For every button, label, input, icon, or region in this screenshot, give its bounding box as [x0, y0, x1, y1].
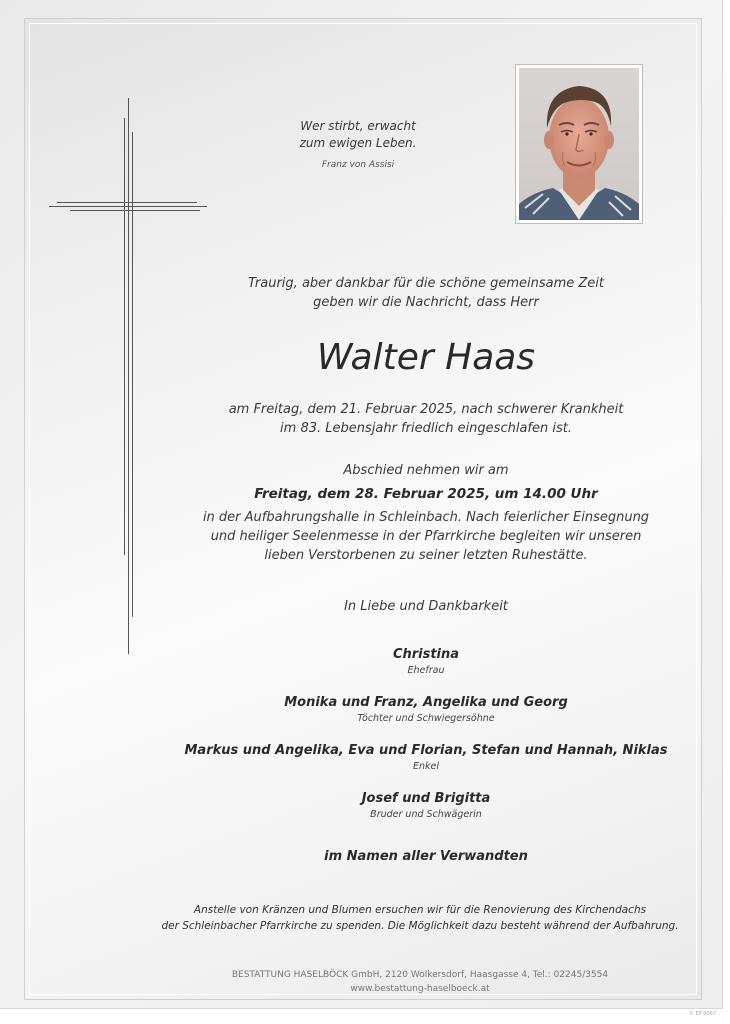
quote-line-2: zum ewigen Leben.	[299, 136, 417, 150]
note-line-1: Anstelle von Kränzen und Blumen ersuchen wir für die Renovierung des Kirchendachs	[193, 904, 647, 916]
donation-note	[150, 902, 690, 934]
mourner-names: Josef und Brigitta	[361, 791, 491, 806]
quote	[258, 118, 458, 152]
intro-line-2: geben wir die Nachricht, dass Herr	[313, 295, 539, 310]
mourner-names: Markus und Angelika, Eva und Florian, Stefan und Hannah, Niklas	[184, 743, 668, 758]
mourner-relation: Bruder und Schwägerin	[370, 809, 482, 820]
death-line-1: am Freitag, dem 21. Februar 2025, nach schwerer Krankheit	[228, 402, 624, 417]
portrait-image	[519, 68, 639, 220]
print-code: © EP 9067	[688, 1011, 716, 1017]
mourner-entry	[176, 646, 676, 677]
death-line-2: im 83. Lebensjahr friedlich eingeschlafen ist.	[280, 421, 572, 436]
portrait-photo	[515, 64, 643, 224]
death-info	[196, 400, 656, 438]
note-line-2: der Schleinbacher Pfarrkirche zu spenden. Die Möglichkeit dazu besteht während der Aufbahrung.	[161, 920, 679, 932]
farewell-line-3: lieben Verstorbenen zu seiner letzten Ruhestätte.	[264, 548, 588, 563]
footer-address: BESTATTUNG HASELBÖCK GmbH, 2120 Wolkersdorf, Haasgasse 4, Tel.: 02245/3554	[231, 970, 609, 980]
intro-line-1: Traurig, aber dankbar für die schöne gemeinsame Zeit	[247, 276, 604, 291]
mourner-entry	[176, 790, 676, 821]
footer-website: www.bestattung-haselboeck.at	[350, 984, 490, 994]
mourner-names: Christina	[392, 647, 460, 662]
mourner-relation: Töchter und Schwiegersöhne	[357, 713, 495, 724]
mourner-relation: Enkel	[412, 761, 439, 772]
mourner-entry	[176, 694, 676, 725]
quote-line-1: Wer stirbt, erwacht	[300, 119, 416, 133]
deceased-name: Walter Haas	[316, 337, 536, 378]
quote-author: Franz von Assisi	[321, 160, 395, 170]
farewell-line-1: in der Aufbahrungshalle in Schleinbach. Nach feierlicher Einsegnung	[202, 510, 650, 525]
mourner-names: Monika und Franz, Angelika und Georg	[284, 695, 568, 710]
mourner-relation: Ehefrau	[407, 665, 445, 676]
farewell-line-2: und heiliger Seelenmesse in der Pfarrkirche begleiten wir unseren	[210, 529, 642, 544]
funeral-home-footer	[150, 968, 690, 996]
farewell-datetime: Freitag, dem 28. Februar 2025, um 14.00 Uhr	[254, 486, 598, 502]
intro-text	[196, 274, 656, 312]
farewell-details	[196, 508, 656, 565]
farewell-intro: Abschied nehmen wir am	[343, 463, 509, 478]
mourner-entry	[176, 742, 676, 773]
closing-line: im Namen aller Verwandten	[324, 849, 528, 864]
love-line: In Liebe und Dankbarkeit	[344, 599, 508, 614]
